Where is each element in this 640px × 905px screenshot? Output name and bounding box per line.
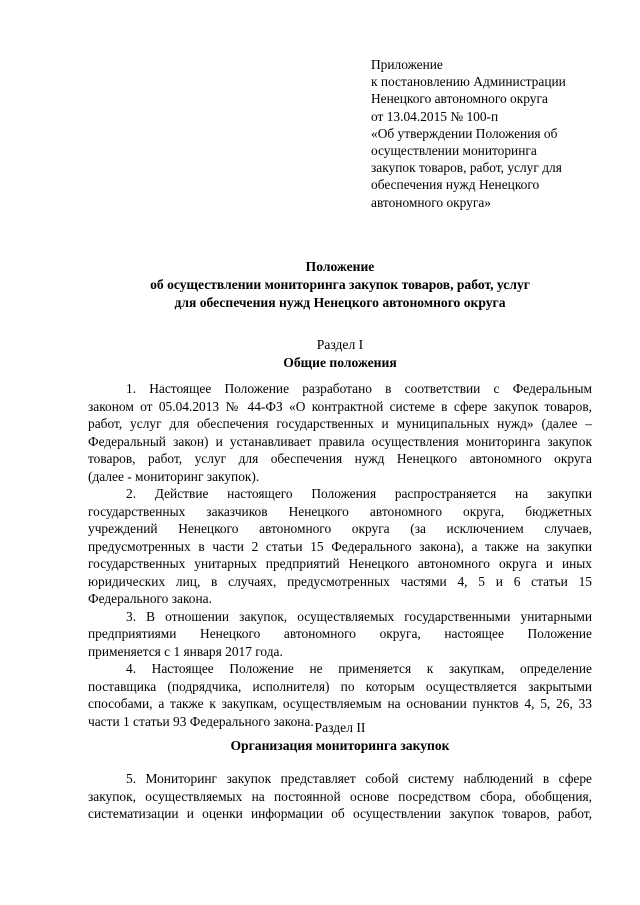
section-body bbox=[88, 380, 592, 730]
paragraph-line: систематизации и оценки информации об осуществлении закупок товаров, работ, bbox=[88, 806, 592, 821]
appendix-line: Ненецкого автономного округа bbox=[371, 91, 548, 107]
paragraph-line: закупок, осуществляемых на постоянной основе посредством сбора, обобщения, bbox=[88, 788, 592, 804]
paragraph-line: способами, а также к закупкам, осуществляемым на основании пунктов 4, 5, 26, 33 bbox=[88, 696, 592, 711]
appendix-line: закупок товаров, работ, услуг для bbox=[371, 160, 562, 176]
section-number: Раздел I bbox=[316, 337, 364, 352]
paragraph-line: государственных заказчиков Ненецкого автономного округа, бюджетных bbox=[88, 503, 592, 519]
appendix-line: Приложение bbox=[371, 57, 443, 72]
section-name: Организация мониторинга закупок bbox=[230, 738, 450, 753]
paragraph-line: поставщика (подрядчика, исполнителя) по которым осуществляется закрытыми bbox=[88, 678, 592, 694]
appendix-header bbox=[371, 56, 611, 211]
paragraph-line: юридических лиц, в случаях, предусмотренных частями 4, 5 и 6 статьи 15 bbox=[88, 573, 592, 589]
appendix-line: осуществлении мониторинга bbox=[371, 143, 537, 159]
section-number: Раздел II bbox=[314, 720, 366, 735]
paragraph-line: 4. Настоящее Положение не применяется к закупкам, определение bbox=[126, 661, 592, 676]
document-title bbox=[88, 258, 592, 312]
paragraph-line: учреждений Ненецкого автономного округа (за исключением случаев, bbox=[88, 521, 592, 536]
section-name: Общие положения bbox=[283, 355, 397, 370]
paragraph-line: применяется с 1 января 2017 года. bbox=[88, 643, 283, 659]
paragraph-line: Федеральный закон) и устанавливает правила осуществления мониторинга закупок bbox=[88, 433, 592, 449]
paragraph-line: 3. В отношении закупок, осуществляемых государственными унитарными bbox=[126, 608, 592, 624]
paragraph-line: 1. Настоящее Положение разработано в соответствии с Федеральным bbox=[126, 381, 592, 396]
appendix-line: «Об утверждении Положения об bbox=[371, 125, 558, 141]
title-line: Положение bbox=[305, 259, 375, 274]
paragraph-line: предусмотренных в части 2 статьи 15 Федерального закона), а также на закупки bbox=[88, 538, 592, 554]
paragraph-line: (далее - мониторинг закупок). bbox=[88, 468, 260, 484]
appendix-line: от 13.04.2015 № 100-п bbox=[371, 108, 499, 124]
title-line: об осуществлении мониторинга закупок товаров, работ, услуг bbox=[150, 277, 530, 292]
appendix-line: обеспечения нужд Ненецкого bbox=[371, 177, 540, 193]
title-line: для обеспечения нужд Ненецкого автономного округа bbox=[174, 295, 506, 310]
paragraph-line: товаров, работ, услуг для обеспечения нужд Ненецкого автономного округа bbox=[88, 451, 592, 466]
paragraph-line: государственных унитарных предприятий Ненецкого автономного округа и иных bbox=[88, 556, 592, 571]
paragraph-line: работ, услуг для обеспечения государственных и муниципальных нужд» (далее – bbox=[88, 416, 592, 431]
paragraph-line: законом от 05.04.2013 № 44-ФЗ «О контрактной системе в сфере закупок товаров, bbox=[88, 398, 592, 414]
paragraph-line: части 1 статьи 93 Федерального закона. bbox=[88, 713, 314, 729]
paragraph-line: 5. Мониторинг закупок представляет собой систему наблюдений в сфере bbox=[126, 771, 592, 786]
section-heading bbox=[88, 336, 592, 372]
paragraph-line: Федерального закона. bbox=[88, 591, 212, 606]
section-heading bbox=[88, 719, 592, 755]
paragraph-line: предприятиями Ненецкого автономного округа, настоящее Положение bbox=[88, 626, 592, 641]
paragraph-line: 2. Действие настоящего Положения распространяется на закупки bbox=[126, 486, 592, 501]
section-body bbox=[88, 770, 592, 823]
appendix-line: автономного округа» bbox=[371, 194, 491, 210]
appendix-line: к постановлению Администрации bbox=[371, 74, 566, 90]
